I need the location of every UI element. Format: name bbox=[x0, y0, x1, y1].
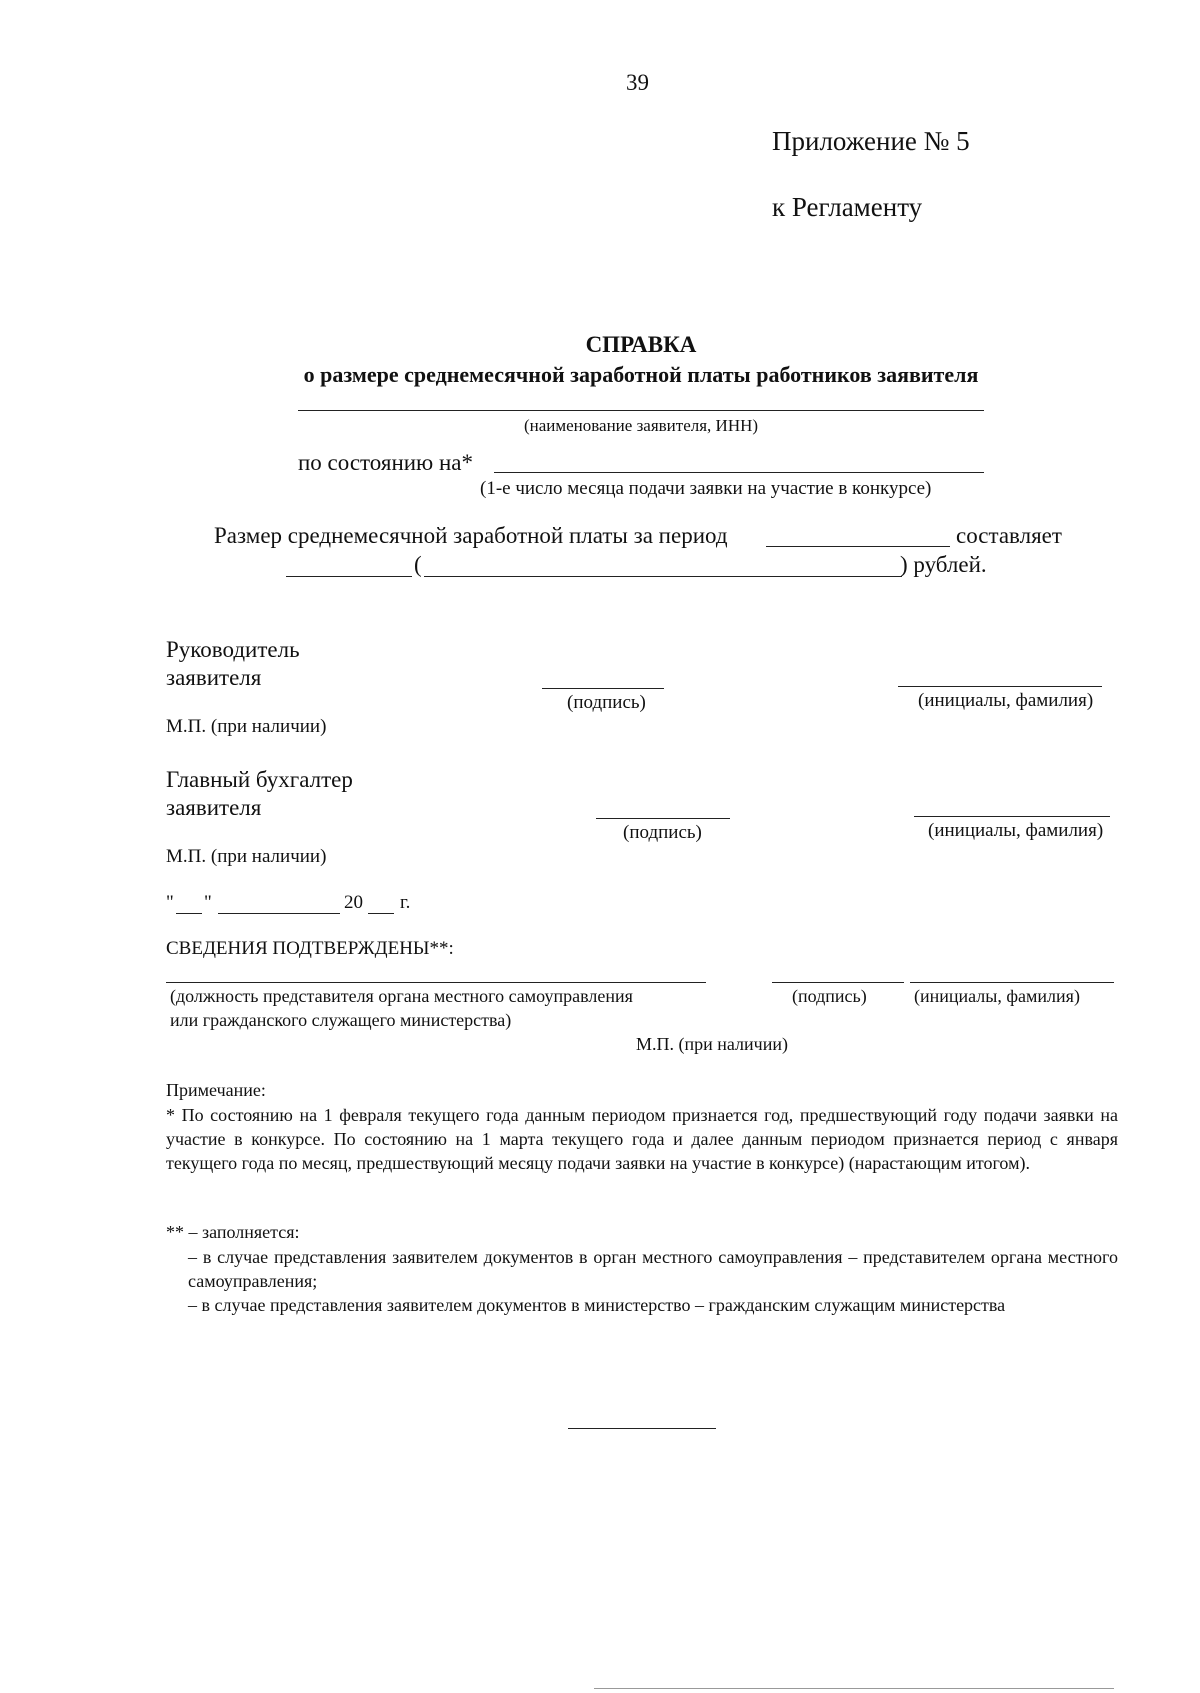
as-of-date-line[interactable] bbox=[494, 472, 984, 473]
accountant-name-line[interactable] bbox=[914, 816, 1110, 817]
head-name-line[interactable] bbox=[898, 686, 1102, 687]
amount-currency: ) рублей. bbox=[900, 552, 987, 577]
accountant-signature-line[interactable] bbox=[596, 818, 730, 819]
page-number: 39 bbox=[626, 70, 649, 95]
confirmed-position-caption-2: или гражданского служащего министерства) bbox=[170, 1010, 512, 1030]
applicant-caption: (наименование заявителя, ИНН) bbox=[523, 416, 759, 435]
as-of-caption: (1-е число месяца подачи заявки на участие в конкурсе) bbox=[480, 478, 932, 499]
head-name-caption: (инициалы, фамилия) bbox=[918, 690, 1094, 711]
amount-digits-line[interactable] bbox=[286, 576, 412, 577]
closing-divider bbox=[568, 1428, 716, 1429]
notes-heading: Примечание: bbox=[166, 1080, 266, 1100]
confirmed-position-caption-1: (должность представителя органа местного самоуправления bbox=[170, 986, 633, 1006]
accountant-signature-caption: (подпись) bbox=[623, 822, 702, 843]
salary-period-label: Размер среднемесячной заработной платы за период bbox=[214, 523, 728, 548]
date-day-line[interactable] bbox=[176, 913, 202, 914]
accountant-title: Главный бухгалтер bbox=[166, 767, 353, 792]
note-two-heading: ** – заполняется: bbox=[166, 1222, 300, 1242]
appendix-number: Приложение № 5 bbox=[772, 126, 970, 156]
date-open-quote: " bbox=[166, 892, 174, 913]
head-signature-line[interactable] bbox=[542, 688, 664, 689]
document-title: СПРАВКА bbox=[585, 332, 697, 357]
head-title: Руководитель bbox=[166, 637, 300, 662]
accountant-name-caption: (инициалы, фамилия) bbox=[928, 820, 1104, 841]
date-year-suffix: г. bbox=[400, 892, 411, 913]
amount-open-paren: ( bbox=[414, 552, 422, 577]
scan-edge-line bbox=[594, 1688, 1114, 1689]
accountant-seal-label: М.П. (при наличии) bbox=[166, 846, 327, 867]
confirmed-signature-caption: (подпись) bbox=[792, 986, 867, 1006]
appendix-reference: к Регламенту bbox=[772, 192, 923, 222]
confirmed-heading: СВЕДЕНИЯ ПОДТВЕРЖДЕНЫ**: bbox=[166, 938, 454, 959]
confirmed-seal-label: М.П. (при наличии) bbox=[636, 1034, 788, 1054]
head-seal-label: М.П. (при наличии) bbox=[166, 716, 327, 737]
head-title-2: заявителя bbox=[166, 665, 262, 690]
note-two-item-one: – в случае представления заявителем документов в орган местного самоуправления – представителем органа местного самоуправления; bbox=[188, 1247, 1118, 1291]
document-subtitle: о размере среднемесячной заработной платы работников заявителя bbox=[303, 362, 979, 387]
confirmed-name-line[interactable] bbox=[910, 982, 1114, 983]
accountant-title-2: заявителя bbox=[166, 795, 262, 820]
amount-words-line[interactable] bbox=[424, 576, 902, 577]
confirmed-position-line[interactable] bbox=[166, 982, 706, 983]
head-signature-caption: (подпись) bbox=[567, 692, 646, 713]
period-line[interactable] bbox=[766, 546, 950, 547]
date-close-quote: " bbox=[204, 892, 212, 913]
note-one: * По состоянию на 1 февраля текущего года данным периодом признается год, предшествующий году подачи заявки на участие в конкурсе. По состоянию на 1 марта текущего года и далее данным периодом признается период с января текущего года по месяц, предшествующий месяцу подачи заявки на участие в конкурсе) (нарастающим итогом). bbox=[166, 1105, 1118, 1173]
date-year-prefix: 20 bbox=[344, 892, 363, 913]
date-month-line[interactable] bbox=[218, 913, 340, 914]
salary-suffix: составляет bbox=[956, 523, 1062, 548]
applicant-name-line[interactable] bbox=[298, 410, 984, 411]
as-of-label: по состоянию на* bbox=[298, 450, 474, 475]
confirmed-name-caption: (инициалы, фамилия) bbox=[914, 986, 1080, 1006]
note-two-item-two: – в случае представления заявителем документов в министерство – гражданским служащим министерства bbox=[188, 1295, 1006, 1315]
date-year-line[interactable] bbox=[368, 913, 394, 914]
confirmed-signature-line[interactable] bbox=[772, 982, 904, 983]
